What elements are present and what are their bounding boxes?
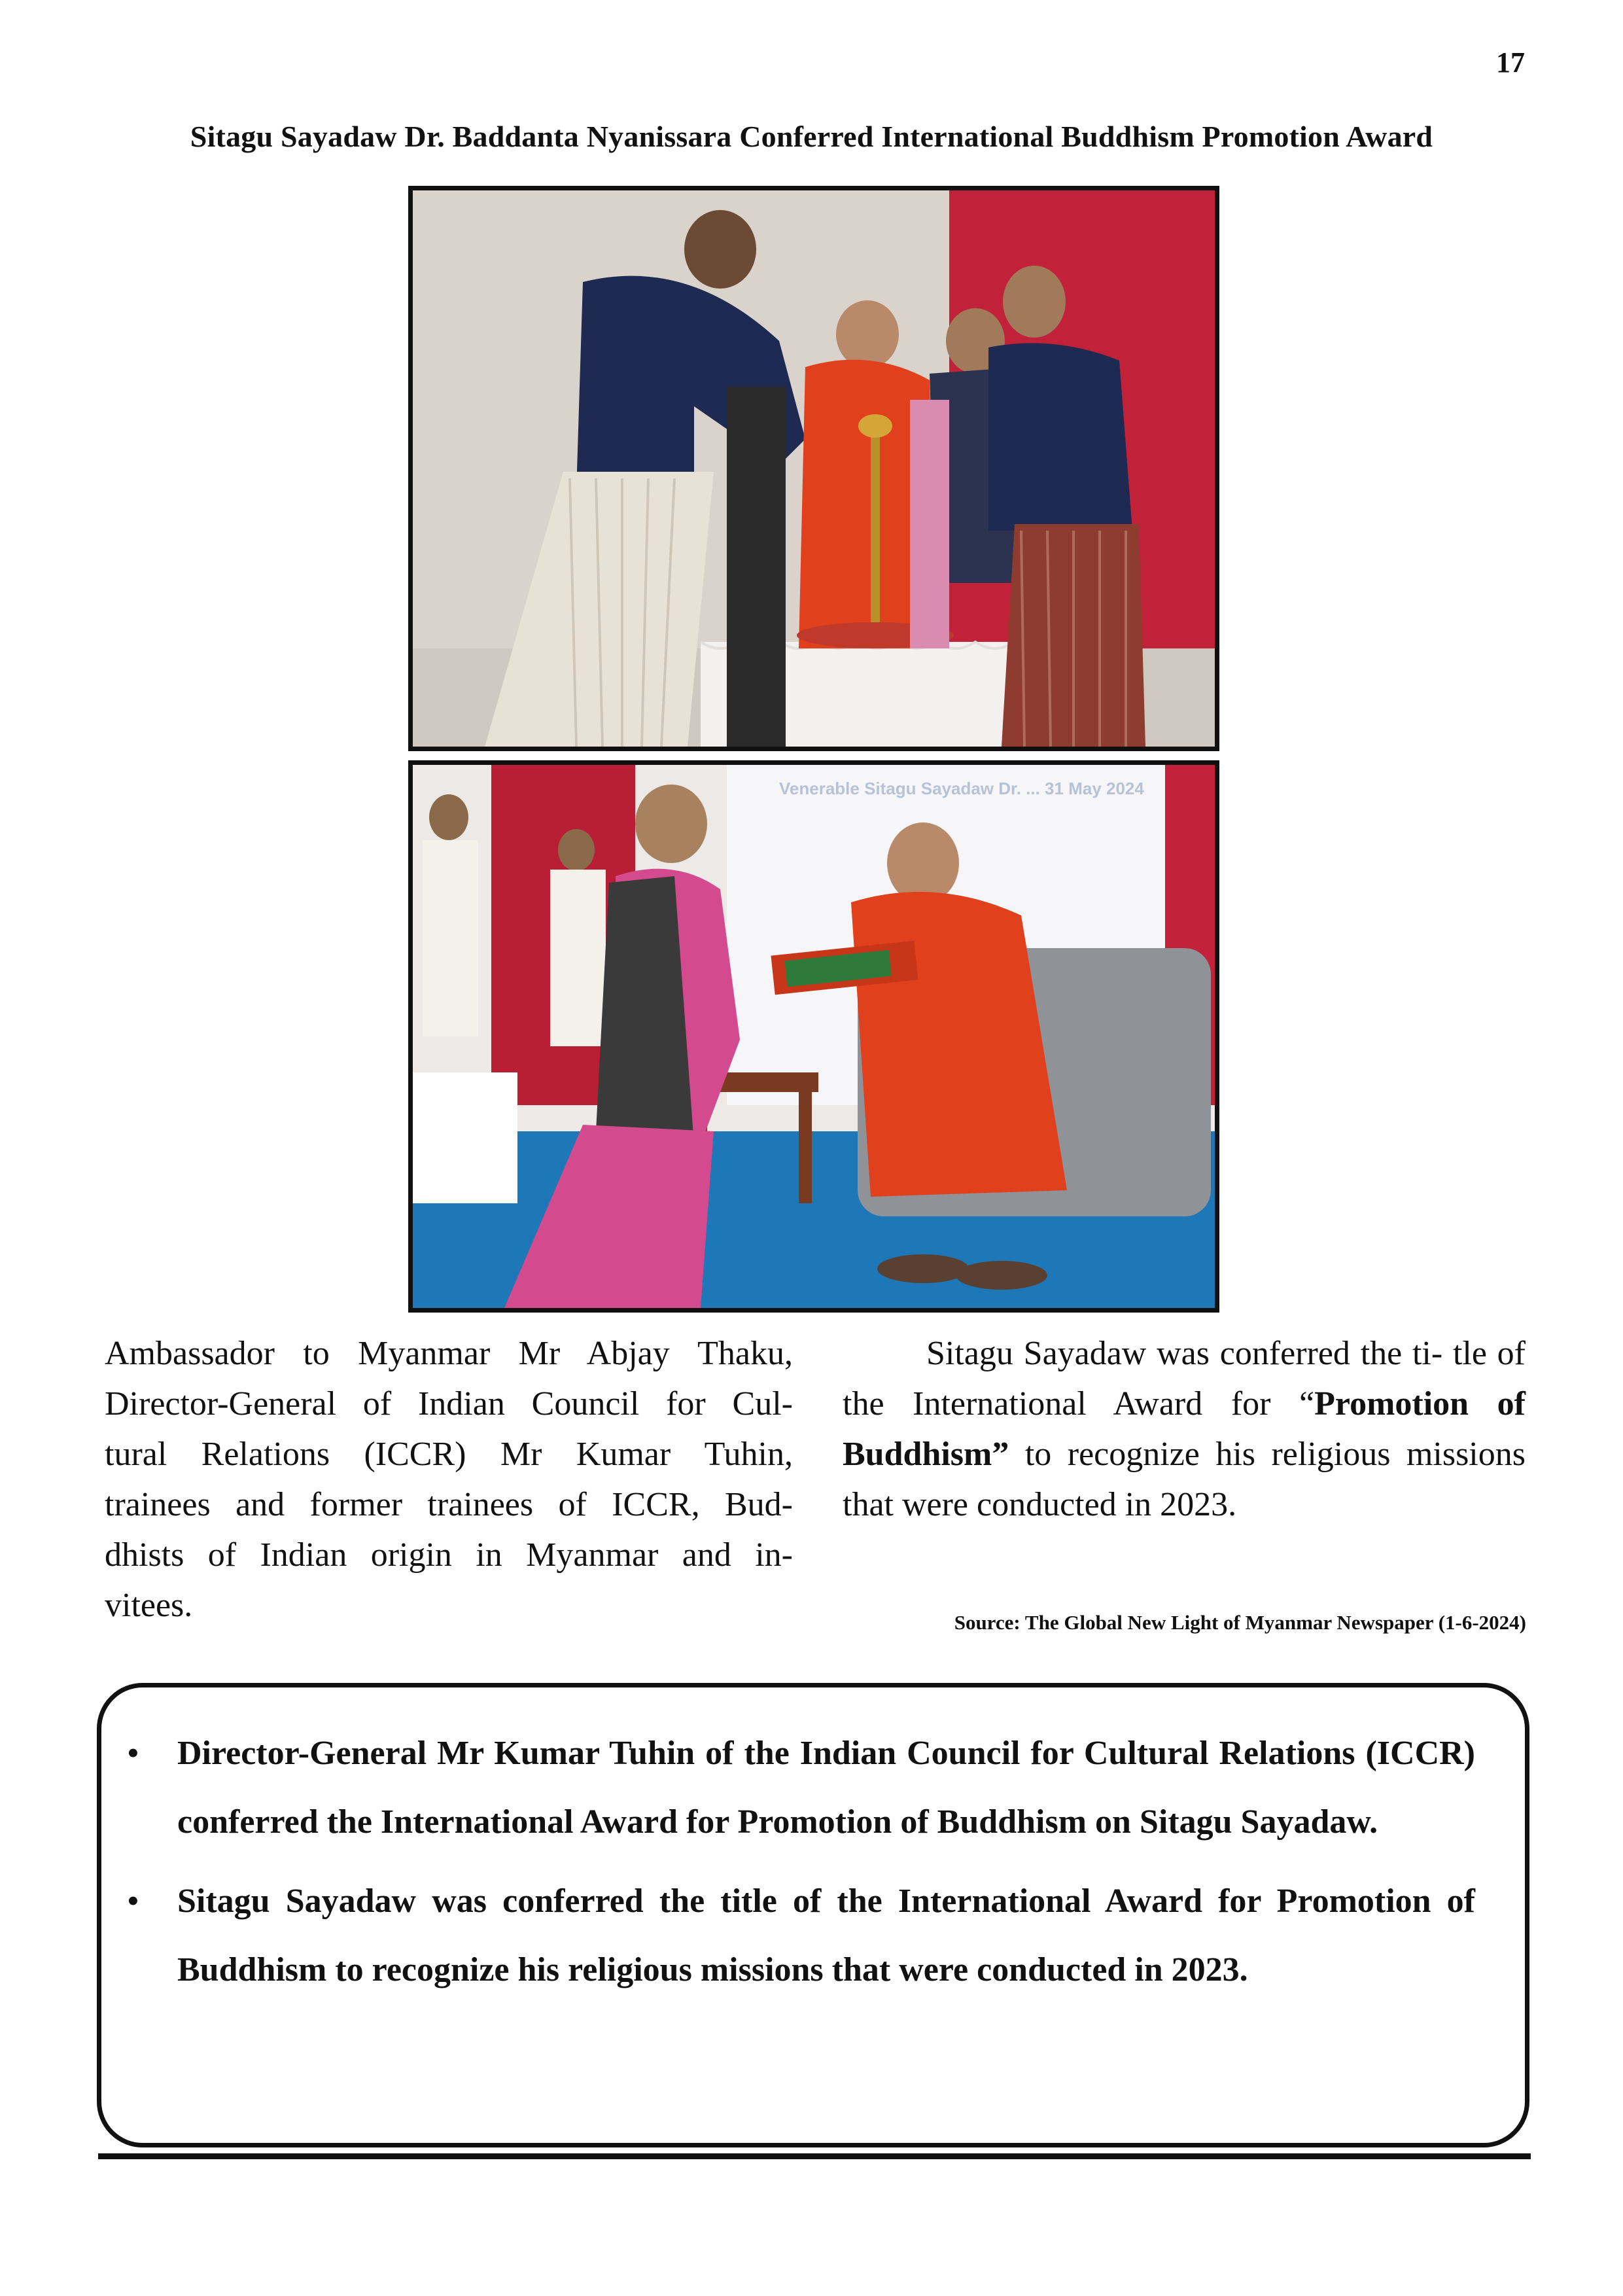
left-line-3: tural Relations (ICCR) Mr Kumar Tuhin,	[105, 1436, 793, 1473]
summary-list	[128, 1719, 1475, 2015]
page-heading: Sitagu Sayadaw Dr. Baddanta Nyanissara Conferred International Buddhism Promotion Award	[190, 120, 1433, 153]
bullet-icon: •	[128, 1736, 139, 1771]
left-line-2: Director-General of Indian Council for Cul-	[105, 1385, 793, 1422]
left-line-1: Ambassador to Myanmar Mr Abjay Thaku,	[105, 1335, 793, 1372]
bullet-icon: •	[128, 1884, 139, 1918]
left-line-5: dhists of Indian origin in Myanmar and in-	[105, 1536, 793, 1574]
photo-award-presentation-illustration	[413, 765, 1215, 1308]
right-text-part-2: to recognize his religious missions that were conducted in 2023.	[843, 1436, 1526, 1523]
photo-award-presentation	[408, 760, 1219, 1313]
photo-lamp-lighting-illustration	[413, 190, 1215, 747]
summary-box	[97, 1683, 1529, 2147]
right-text-part-1: Sitagu Sayadaw was conferred the ti- tle of the International Award for “	[843, 1335, 1526, 1422]
photo-lamp-lighting	[408, 186, 1219, 751]
bottom-divider	[98, 2153, 1531, 2159]
summary-bullet-2	[128, 1867, 1475, 2004]
right-column-text	[843, 1328, 1526, 1530]
summary-bullet-1	[128, 1719, 1475, 1856]
right-text-bold: Promotion of Buddhism”	[843, 1385, 1526, 1473]
left-line-6: vitees.	[105, 1587, 193, 1624]
left-line-4: trainees and former trainees of ICCR, Bud-	[105, 1486, 793, 1523]
source-citation: Source: The Global New Light of Myanmar Newspaper (1-6-2024)	[954, 1611, 1526, 1634]
summary-bullet-1-text: Director-General Mr Kumar Tuhin of the Indian Council for Cultural Relations (ICCR) conferred the International Award for Promotion of Buddhism on Sitagu Sayadaw.	[177, 1735, 1475, 1841]
screen-caption-text: Venerable Sitagu Sayadaw Dr. ... 31 May 2024	[779, 779, 1144, 798]
left-column-text	[105, 1328, 793, 1631]
summary-bullet-2-text: Sitagu Sayadaw was conferred the title of the International Award for Promotion of Buddhism to recognize his religious missions that were conducted in 2023.	[177, 1882, 1475, 1988]
page-number: 17	[1496, 46, 1525, 79]
